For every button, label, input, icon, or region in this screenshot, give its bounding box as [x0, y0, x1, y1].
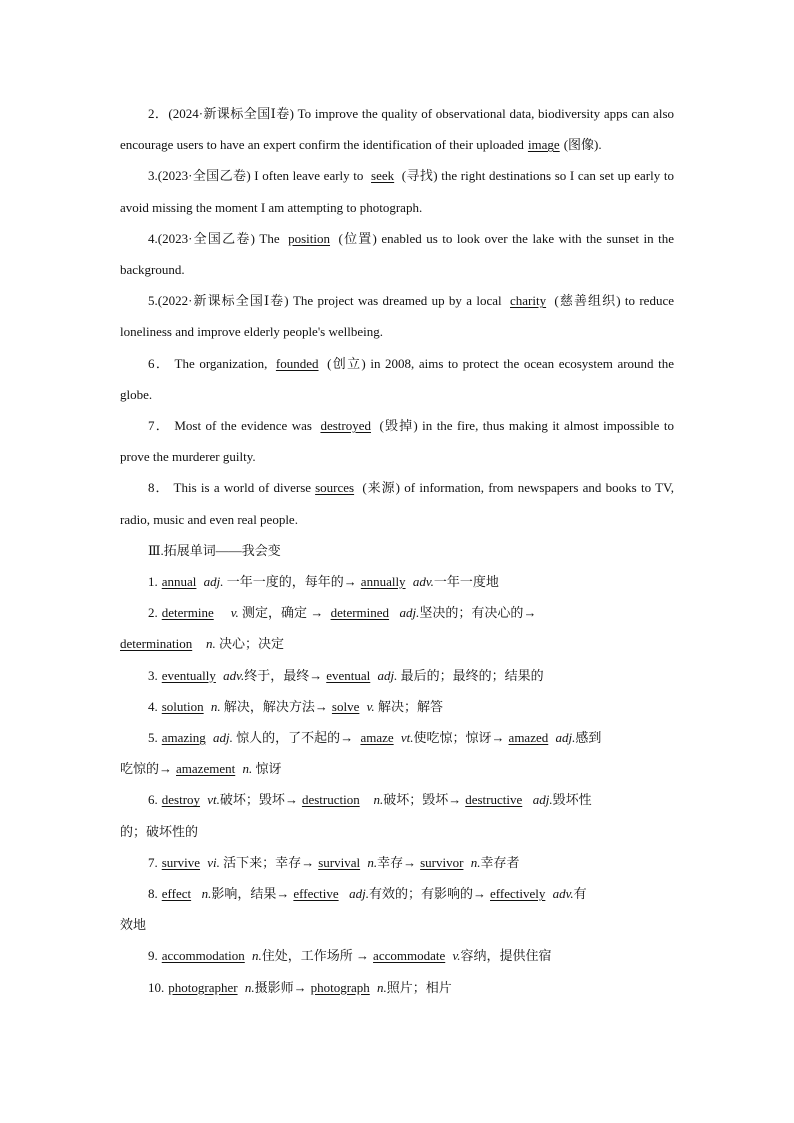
section-heading: Ⅲ.拓展单词——我会变 — [148, 542, 281, 558]
word-family-7: 7. survive vi. 活下来；幸存→ survival n.幸存→ survivor n.幸存者 — [148, 854, 520, 870]
answer-blank: position — [288, 230, 331, 246]
fill-item-5: 5.(2022·新课标全国Ⅰ卷) The project was dreamed up by a local charity (慈善组织) to reduce loneliness and improve elderly people's wellbeing. — [120, 293, 674, 340]
fill-item-6: 6． The organization, founded (创立) in 2008, aims to protect the ocean ecosystem around the globe. — [120, 355, 675, 402]
word-family-5-cont: 吃惊的→ amazement n. 惊讶 — [120, 761, 282, 777]
answer-blank: seek — [371, 168, 395, 184]
word-family-2: 2. determine v. 测定，确定 → determined adj.坚决的；有决心的→ — [148, 605, 537, 621]
fill-item-2: 2．(2024·新课标全国Ⅰ卷) To improve the quality of observational data, biodiversity apps can also encourage users to have an expert confirm the identification of their uploaded image (图像). — [120, 106, 674, 153]
word-family-6-cont: 的；破坏性的 — [120, 823, 199, 839]
word-family-3: 3. eventually adv.终于，最终→ eventual adj. 最后的；最终的；结果的 — [148, 667, 544, 683]
answer-blank: destroyed — [320, 418, 371, 434]
worksheet-page — [120, 98, 674, 1003]
word-family-8: 8. effect n.影响，结果→ effective adj.有效的；有影响的→ effectively adv.有 — [148, 886, 587, 902]
answer-blank: image — [527, 137, 560, 153]
word-family-6: 6. destroy vt.破坏；毁坏→ destruction n.破坏；毁坏→ destructive adj.毁坏性 — [148, 792, 592, 808]
word-family-5: 5. amazing adj. 惊人的，了不起的→ amaze vt.使吃惊；惊讶→ amazed adj.感到 — [148, 730, 602, 746]
fill-item-4: 4.(2023·全国乙卷) The position (位置) enabled us to look over the lake with the sunset in the background. — [120, 230, 674, 278]
answer-blank: founded — [275, 355, 319, 371]
word-family-10: 10. photographer n.摄影师→ photograph n.照片；相片 — [148, 979, 452, 995]
fill-item-7: 7． Most of the evidence was destroyed (毁掉) in the fire, thus making it almost impossible to prove the murderer guilty. — [120, 418, 674, 465]
answer-blank: charity — [510, 293, 547, 309]
fill-item-8: 8． This is a world of diverse sources (来源) of information, from newspapers and books to TV, radio, music and even real people. — [120, 480, 675, 527]
word-family-1: 1. annual adj. 一年一度的，每年的→ annually adv.一年一度地 — [148, 574, 499, 590]
word-family-2-cont: determination n. 决心；决定 — [120, 636, 284, 652]
word-family-9: 9. accommodation n.住处，工作场所 → accommodate v.容纳，提供住宿 — [148, 948, 552, 964]
answer-blank: sources — [315, 480, 355, 496]
fill-item-3: 3.(2023·全国乙卷) I often leave early to seek (寻找) the right destinations so I can set up early to avoid missing the moment I am attempting to photograph. — [120, 168, 674, 215]
word-family-4: 4. solution n. 解决，解决方法→ solve v. 解决；解答 — [148, 698, 443, 714]
word-family-8-cont: 效地 — [120, 917, 147, 933]
